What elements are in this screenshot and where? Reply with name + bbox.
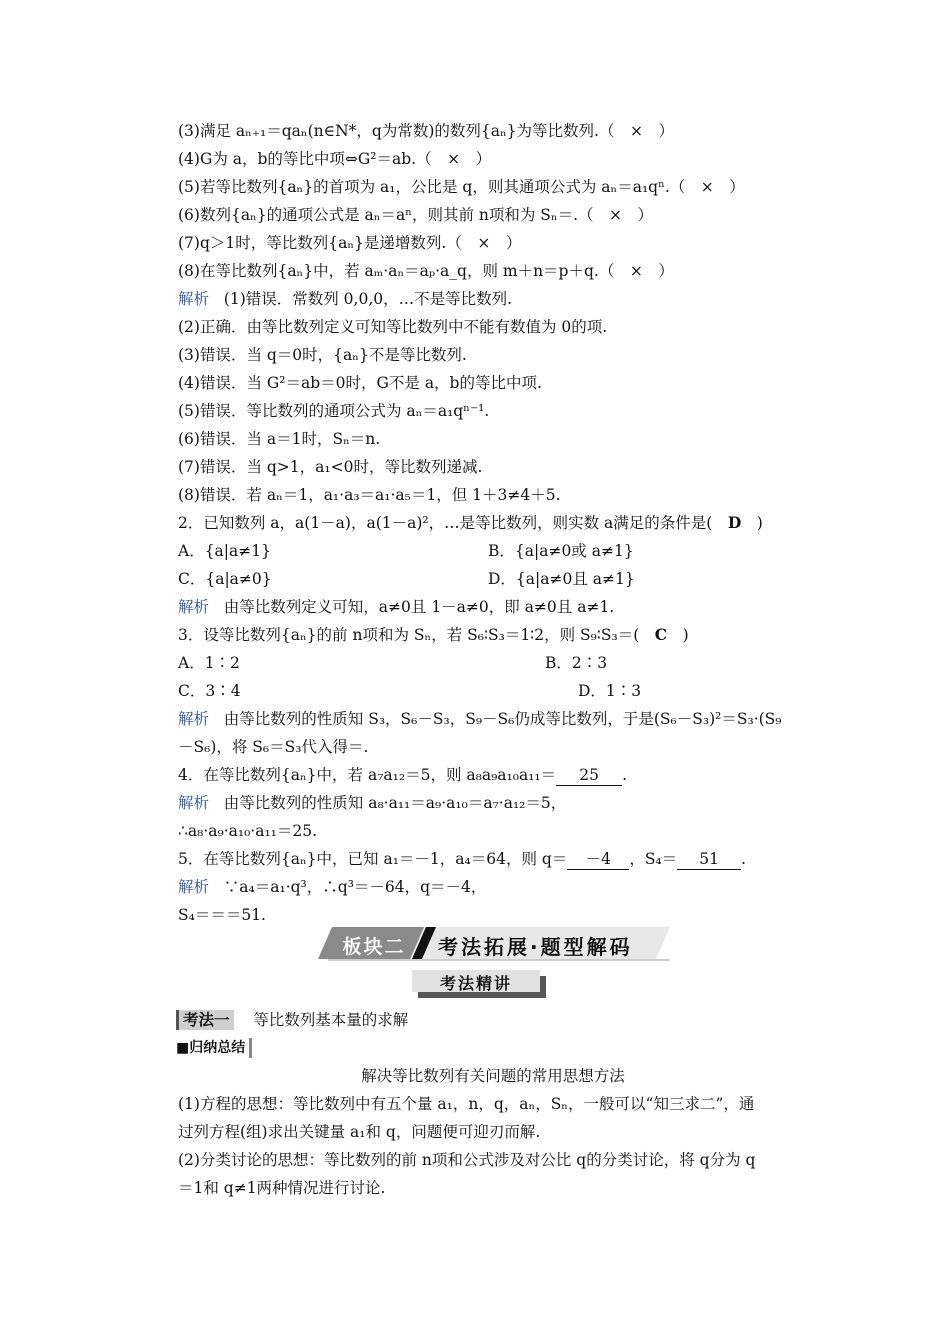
question-2-option-b: B．{a|a≠0或 a≠1} [488, 542, 634, 560]
method-paragraph-2a: (2)分类讨论的思想：等比数列的前 n项和公式涉及对公比 q的分类讨论，将 q分为 q [178, 1151, 756, 1169]
question-2-option-a: A．{a|a≠1} [178, 542, 271, 560]
question-5-explanation-2: S₄＝＝＝51. [178, 906, 266, 924]
banner-right-text: 考法拓展·题型解码 [438, 935, 633, 959]
question-2-stem: 2．已知数列 a，a(1－a)，a(1－a)²，…是等比数列，则实数 a满足的条件是( D ) [178, 513, 763, 532]
question-2-option-d: D．{a|a≠0且 a≠1} [488, 570, 635, 588]
method-paragraph-1a: (1)方程的思想：等比数列中有五个量 a₁，n，q，aₙ，Sₙ，一般可以“知三求二”，通 [178, 1095, 755, 1113]
explanation-1-line-8: (8)错误．若 aₙ＝1，a₁·a₃＝a₁·a₅＝1，但 1＋3≠4＋5. [178, 486, 561, 504]
question-3-explanation-1: 解析 由等比数列的性质知 S₃，S₆－S₃，S₉－S₆仍成等比数列，于是(S₆－S₃)²＝S₃·(S₉ [178, 710, 782, 728]
explanation-1-line-1: 解析 (1)错误．常数列 0,0,0，…不是等比数列. [178, 290, 513, 308]
judge-item-5: (5)若等比数列{aₙ}的首项为 a₁，公比是 q，则其通项公式为 aₙ＝a₁qⁿ.（ × ） [178, 178, 745, 196]
judge-item-6: (6)数列{aₙ}的通项公式是 aₙ＝aⁿ，则其前 n项和为 Sₙ＝.（ × ） [178, 206, 654, 224]
question-2-explanation: 解析 由等比数列定义可知，a≠0且 1－a≠0，即 a≠0且 a≠1. [178, 598, 615, 616]
method-paragraph-1b: 过列方程(组)求出关键量 a₁和 q，问题便可迎刃而解. [178, 1123, 541, 1141]
question-2-answer: D [727, 513, 742, 532]
question-5-stem: 5．在等比数列{aₙ}中，已知 a₁＝－1，a₄＝64，则 q＝ －4 ，S₄＝ 51 . [178, 850, 747, 868]
jiexi-label: 解析 [178, 794, 210, 812]
banner-left-text: 板块二 [342, 936, 406, 958]
question-5-explanation-1: 解析 ∵a₄＝a₁·q³，∴q³＝－64，q＝－4， [178, 878, 487, 896]
question-3-option-b: B．2∶3 [545, 654, 608, 672]
question-3-explanation-2: －S₆)，将 S₆＝S₃代入得＝. [178, 738, 369, 756]
question-3-option-a: A．1∶2 [178, 654, 240, 672]
question-4-answer: 25 [556, 765, 622, 786]
method-title: 解决等比数列有关问题的常用思想方法 [361, 1067, 625, 1085]
judge-item-4: (4)G为 a，b的等比中项⇔G²＝ab.（ × ） [178, 150, 492, 168]
explanation-1-line-3: (3)错误．当 q＝0时，{aₙ}不是等比数列. [178, 346, 467, 364]
explanation-1-line-5: (5)错误．等比数列的通项公式为 aₙ＝a₁qⁿ⁻¹. [178, 402, 490, 420]
jiexi-label: 解析 [178, 710, 210, 728]
jiexi-label: 解析 [178, 878, 210, 896]
question-3-option-c: C．3∶4 [178, 682, 241, 700]
question-5-answer-q: －4 [567, 849, 629, 870]
question-4-explanation-2: ∴a₈·a₉·a₁₀·a₁₁＝25. [178, 822, 318, 840]
question-3-answer: C [654, 625, 668, 644]
kaofa-heading [176, 1010, 408, 1030]
explanation-1-line-6: (6)错误．当 a＝1时，Sₙ＝n. [178, 430, 381, 448]
sub-banner [412, 970, 546, 998]
question-5-answer-s4: 51 [677, 849, 741, 870]
question-3-stem: 3．设等比数列{aₙ}的前 n项和为 Sₙ，若 S₆∶S₃＝1∶2，则 S₉∶S₃＝( C ) [178, 625, 689, 644]
summary-tag: ■归纳总结 [176, 1038, 252, 1058]
explanation-1-line-4: (4)错误．当 G²＝ab＝0时，G不是 a，b的等比中项. [178, 374, 542, 392]
judge-item-3: (3)满足 aₙ₊₁＝qaₙ(n∈N*，q为常数)的数列{aₙ}为等比数列.（ × ） [178, 122, 674, 140]
kaofa-tag: 考法一 [176, 1010, 234, 1030]
section-banner [318, 925, 670, 961]
question-4-explanation-1: 解析 由等比数列的性质知 a₈·a₁₁＝a₉·a₁₀＝a₇·a₁₂＝5， [178, 794, 567, 812]
judge-item-8: (8)在等比数列{aₙ}中，若 aₘ·aₙ＝aₚ·a_q，则 m＋n＝p＋q.（ × ） [178, 262, 674, 280]
explanation-1-line-7: (7)错误．当 q>1，a₁<0时，等比数列递减. [178, 458, 483, 476]
jiexi-label: 解析 [178, 598, 210, 616]
question-2-option-c: C．{a|a≠0} [178, 570, 272, 588]
method-paragraph-2b: ＝1和 q≠1两种情况进行讨论. [178, 1179, 386, 1197]
explanation-1-line-2: (2)正确．由等比数列定义可知等比数列中不能有数值为 0的项. [178, 318, 608, 336]
kaofa-title: 等比数列基本量的求解 [253, 1011, 409, 1029]
question-4-stem: 4．在等比数列{aₙ}中，若 a₇a₁₂＝5，则 a₈a₉a₁₀a₁₁＝ 25 . [178, 766, 628, 784]
question-3-option-d: D．1∶3 [578, 682, 642, 700]
jiexi-label: 解析 [178, 290, 210, 308]
judge-item-7: (7)q＞1时，等比数列{aₙ}是递增数列.（ × ） [178, 234, 522, 252]
sub-banner-text: 考法精讲 [439, 974, 512, 993]
